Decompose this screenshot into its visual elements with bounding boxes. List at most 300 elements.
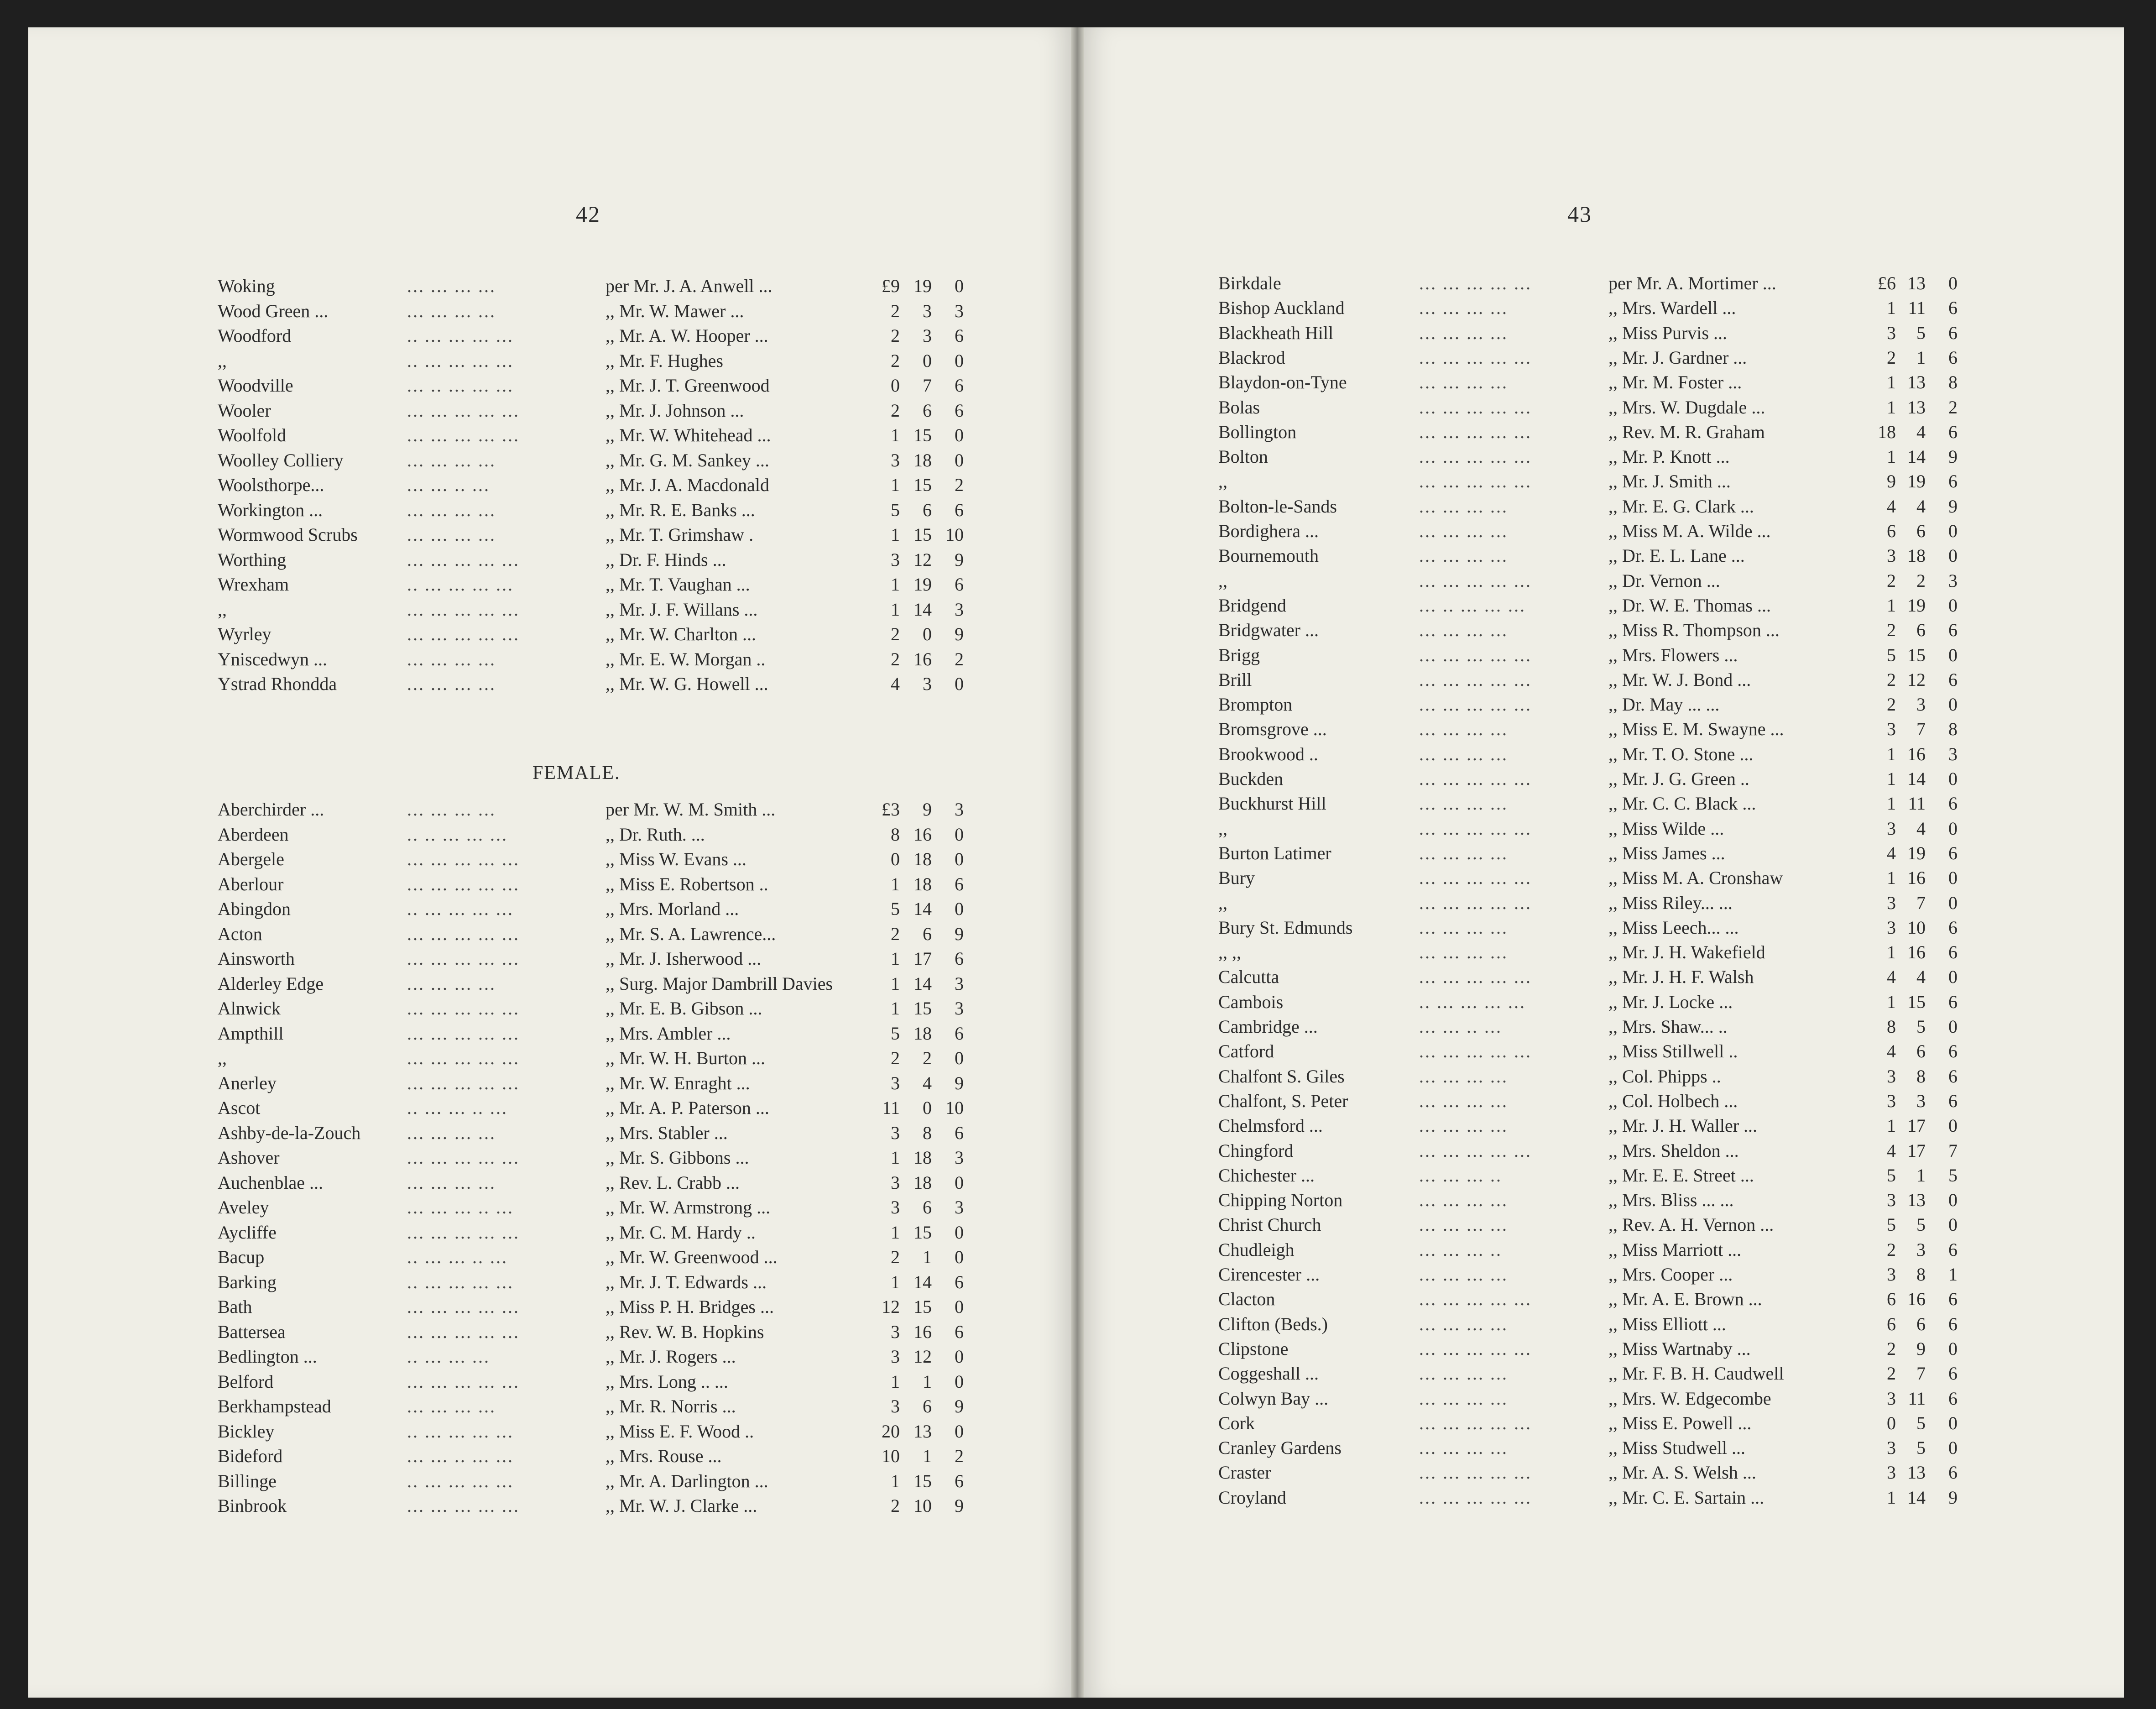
ledger-row [1084, 1089, 2124, 1113]
amount-shillings: 17 [914, 948, 932, 969]
amount-shillings: 9 [1916, 1338, 1926, 1359]
place-name: Brompton [1218, 694, 1293, 715]
amount-pence: 0 [1948, 1016, 1958, 1037]
amount-shillings: 11 [1908, 1388, 1926, 1409]
amount-shillings: 14 [1907, 446, 1926, 467]
place-name: ,, [218, 350, 227, 371]
leader-dots: .. ... ... ... ... [407, 325, 514, 346]
leader-dots: .. ... ... ... ... [407, 350, 514, 371]
amount-pounds: 2 [891, 350, 900, 371]
amount-pounds: 1 [1887, 298, 1896, 319]
leader-dots: ... ... ... ... ... [1419, 273, 1532, 293]
amount-pence: 0 [1948, 1115, 1958, 1136]
amount-pounds: 6 [1887, 521, 1896, 541]
place-name: Aycliffe [218, 1222, 277, 1243]
ledger-row [28, 847, 1071, 872]
amount-shillings: 15 [914, 475, 932, 495]
amount-pounds: 1 [891, 574, 900, 595]
amount-shillings: 16 [1907, 942, 1926, 963]
ledger-row [28, 324, 1071, 348]
amount-shillings: 19 [914, 276, 932, 296]
book-gutter [1071, 27, 1084, 1698]
ledger-row [1084, 816, 2124, 841]
collector-name: ,, Mr. W. H. Burton ... [606, 1048, 766, 1068]
collector-name: ,, Mrs. Wardell ... [1608, 298, 1736, 319]
collector-name: ,, Mrs. W. Dugdale ... [1608, 397, 1765, 418]
leader-dots: ... ... ... ... [1419, 1363, 1508, 1384]
leader-dots: ... ... ... ... [407, 300, 496, 321]
ledger-row [28, 1444, 1071, 1469]
amount-pence: 9 [1948, 446, 1958, 467]
collector-name: ,, Miss Wartnaby ... [1608, 1338, 1751, 1359]
ledger-row [1084, 321, 2124, 345]
amount-pounds: 3 [891, 1072, 900, 1093]
collector-name: ,, Mr. W. Charlton ... [606, 624, 757, 644]
leader-dots: .. ... ... ... ... [407, 899, 514, 919]
place-name: Workington ... [218, 499, 323, 520]
ledger-row [1084, 618, 2124, 643]
place-name: Bishop Auckland [1218, 298, 1345, 319]
amount-pence: 6 [1948, 1041, 1958, 1062]
collector-name: ,, Mr. A. W. Hooper ... [606, 325, 768, 346]
collector-name: ,, Mr. T. O. Stone ... [1608, 743, 1754, 764]
amount-pence: 3 [955, 799, 964, 820]
amount-pence: 8 [1948, 719, 1958, 740]
collector-name: ,, Mr. A. P. Paterson ... [606, 1098, 769, 1118]
ledger-row [28, 597, 1071, 622]
amount-shillings: 1 [1916, 1165, 1926, 1186]
amount-pence: 0 [955, 350, 964, 371]
place-name: Wrexham [218, 574, 289, 595]
amount-pence: 6 [1948, 347, 1958, 368]
place-name: Cranley Gardens [1218, 1437, 1342, 1458]
amount-pence: 3 [955, 1147, 964, 1168]
ledger-row [1084, 1163, 2124, 1188]
collector-name: ,, Mrs. Flowers ... [1608, 644, 1738, 665]
place-name: Christ Church [1218, 1214, 1321, 1235]
amount-pounds: 2 [1887, 347, 1896, 368]
place-name: Bury [1218, 868, 1255, 888]
ledger-row [28, 1220, 1071, 1245]
leader-dots: ... ... ... ... [1419, 1437, 1508, 1458]
leader-dots: ... ... ... ... ... [407, 425, 520, 445]
collector-name: ,, Dr. F. Hinds ... [606, 549, 726, 570]
ledger-row [1084, 519, 2124, 544]
leader-dots: ... ... ... ... [407, 674, 496, 694]
leader-dots: ... ... ... ... ... [407, 1296, 520, 1317]
amount-shillings: 11 [1908, 298, 1926, 319]
ledger-row [1084, 296, 2124, 320]
amount-shillings: 13 [914, 1421, 932, 1442]
amount-pence: 2 [955, 1446, 964, 1466]
place-name: Chelmsford ... [1218, 1115, 1323, 1136]
amount-pounds: 3 [1887, 1090, 1896, 1111]
amount-shillings: 3 [1916, 694, 1926, 715]
amount-pence: 6 [1948, 421, 1958, 442]
place-name: Wormwood Scrubs [218, 524, 358, 545]
amount-shillings: 3 [1916, 1090, 1926, 1111]
collector-name: ,, Surg. Major Dambrill Davies [606, 973, 833, 994]
place-name: Chingford [1218, 1140, 1294, 1161]
leader-dots: ... ... ... ... [1419, 1264, 1508, 1285]
amount-pounds: £9 [882, 276, 900, 296]
collector-name: ,, Mr. W. Greenwood ... [606, 1247, 778, 1267]
collector-name: ,, Mrs. Cooper ... [1608, 1264, 1733, 1285]
collector-name: ,, Mr. J. A. Macdonald [606, 475, 769, 495]
amount-shillings: 4 [1916, 818, 1926, 839]
amount-shillings: 18 [1907, 545, 1926, 566]
place-name: Aveley [218, 1197, 269, 1218]
amount-pounds: 3 [1887, 545, 1896, 566]
amount-pounds: 3 [1887, 322, 1896, 343]
place-name: Woolfold [218, 425, 287, 445]
amount-pence: 0 [1948, 892, 1958, 913]
amount-pence: 6 [955, 499, 964, 520]
place-name: ,, [1218, 892, 1227, 913]
collector-name: ,, Miss E. M. Swayne ... [1608, 719, 1784, 740]
amount-shillings: 11 [1908, 793, 1926, 814]
amount-pounds: 2 [891, 300, 900, 321]
place-name: Bath [218, 1296, 252, 1317]
amount-pounds: 2 [1887, 620, 1896, 641]
amount-pounds: 3 [1887, 818, 1896, 839]
leader-dots: ... ... ... ... [407, 1396, 496, 1416]
amount-pounds: 3 [891, 549, 900, 570]
place-name: Ystrad Rhondda [218, 674, 337, 694]
place-name: Anerley [218, 1072, 277, 1093]
ledger-row [28, 1494, 1071, 1518]
amount-shillings: 19 [1907, 842, 1926, 863]
amount-pence: 6 [1948, 1388, 1958, 1409]
ledger-row [28, 897, 1071, 921]
collector-name: ,, Rev. L. Crabb ... [606, 1172, 740, 1193]
ledger-row [1084, 1337, 2124, 1361]
amount-pence: 6 [955, 1023, 964, 1044]
place-name: Worthing [218, 549, 287, 570]
amount-pence: 0 [1948, 694, 1958, 715]
collector-name: ,, Dr. Vernon ... [1608, 570, 1720, 591]
amount-pounds: 1 [1887, 397, 1896, 418]
place-name: Binbrook [218, 1495, 287, 1516]
amount-pence: 2 [1948, 397, 1958, 418]
amount-pence: 6 [1948, 991, 1958, 1012]
amount-pence: 0 [955, 1371, 964, 1392]
ledger-row [1084, 990, 2124, 1014]
leader-dots: ... ... ... ... ... [407, 1072, 520, 1093]
place-name: Clacton [1218, 1289, 1275, 1310]
amount-pounds: 3 [891, 1197, 900, 1218]
amount-pence: 0 [1948, 1412, 1958, 1433]
amount-pounds: 20 [882, 1421, 900, 1442]
amount-pence: 2 [955, 648, 964, 669]
leader-dots: .. ... ... ... ... [407, 1421, 514, 1442]
place-name: Clifton (Beds.) [1218, 1313, 1328, 1334]
amount-shillings: 14 [1907, 768, 1926, 789]
leader-dots: ... ... ... ... [1419, 1388, 1508, 1409]
ledger-row [1084, 791, 2124, 816]
ledger-row [1084, 1287, 2124, 1312]
collector-name: per Mr. J. A. Anwell ... [606, 276, 773, 296]
place-name: Buckhurst Hill [1218, 793, 1326, 814]
leader-dots: ... ... ... ... [407, 1172, 496, 1193]
collector-name: ,, Mr. F. Hughes [606, 350, 723, 371]
amount-pence: 0 [955, 899, 964, 919]
ledger-row [28, 299, 1071, 324]
amount-pounds: 3 [1887, 1066, 1896, 1087]
amount-pence: 6 [1948, 917, 1958, 938]
ledger-row [1084, 940, 2124, 965]
place-name: Aberlour [218, 873, 284, 894]
leader-dots: ... ... .. ... [407, 475, 490, 495]
ledger-row [28, 647, 1071, 672]
ledger-row [1084, 1485, 2124, 1510]
collector-name: ,, Mr. J. Gardner ... [1608, 347, 1747, 368]
amount-shillings: 5 [1916, 1412, 1926, 1433]
amount-shillings: 13 [1907, 1190, 1926, 1211]
ledger-row [1084, 1262, 2124, 1287]
amount-pounds: 5 [891, 499, 900, 520]
amount-pounds: 10 [882, 1446, 900, 1466]
amount-shillings: 14 [914, 1271, 932, 1292]
leader-dots: ... ... ... .. [1419, 1165, 1502, 1186]
leader-dots: ... ... ... ... [407, 276, 496, 296]
amount-pence: 1 [1948, 1264, 1958, 1285]
amount-pounds: 2 [1887, 570, 1896, 591]
amount-shillings: 15 [914, 998, 932, 1019]
amount-shillings: 6 [923, 499, 932, 520]
amount-pounds: 1 [891, 599, 900, 620]
leader-dots: ... ... ... ... ... [407, 923, 520, 944]
leader-dots: ... ... ... ... [1419, 1190, 1508, 1211]
leader-dots: ... ... ... ... ... [407, 1321, 520, 1342]
collector-name: ,, Mr. E. G. Clark ... [1608, 496, 1754, 517]
collector-name: ,, Rev. A. H. Vernon ... [1608, 1214, 1774, 1235]
leader-dots: ... ... ... ... [1419, 1090, 1508, 1111]
place-name: Blaydon-on-Tyne [1218, 372, 1347, 393]
ledger-row [1084, 1188, 2124, 1213]
ledger-row [1084, 915, 2124, 940]
place-name: Ashover [218, 1147, 280, 1168]
collector-name: ,, Mrs. Rouse ... [606, 1446, 722, 1466]
collector-name: ,, Mr. W. Enraght ... [606, 1072, 750, 1093]
collector-name: ,, Miss E. Powell ... [1608, 1412, 1752, 1433]
place-name: Bickley [218, 1421, 275, 1442]
place-name: Bournemouth [1218, 545, 1319, 566]
collector-name: ,, Miss Wilde ... [1608, 818, 1724, 839]
amount-shillings: 3 [923, 674, 932, 694]
ledger-row [1084, 742, 2124, 767]
collector-name: ,, Miss Studwell ... [1608, 1437, 1746, 1458]
collector-name: ,, Col. Phipps .. [1608, 1066, 1721, 1087]
amount-pence: 0 [955, 1421, 964, 1442]
amount-shillings: 5 [1916, 1214, 1926, 1235]
place-name: Chipping Norton [1218, 1190, 1343, 1211]
leader-dots: ... ... ... ... ... [1419, 446, 1532, 467]
ledger-row [28, 1245, 1071, 1270]
amount-pounds: 1 [1887, 743, 1896, 764]
place-name: Brigg [1218, 644, 1260, 665]
place-name: Brill [1218, 669, 1252, 690]
place-name: Colwyn Bay ... [1218, 1388, 1329, 1409]
leader-dots: .. ... ... ... ... [1419, 991, 1526, 1012]
ledger-row [28, 872, 1071, 897]
leader-dots: ... ... ... ... ... [1419, 347, 1532, 368]
amount-pence: 9 [955, 549, 964, 570]
amount-shillings: 6 [1916, 1041, 1926, 1062]
amount-shillings: 18 [914, 1172, 932, 1193]
ledger-row [28, 1344, 1071, 1369]
amount-pounds: 4 [891, 674, 900, 694]
amount-pence: 0 [955, 449, 964, 470]
amount-pounds: 2 [1887, 669, 1896, 690]
amount-shillings: 2 [1916, 570, 1926, 591]
amount-pence: 6 [955, 574, 964, 595]
ledger-row [1084, 717, 2124, 742]
amount-shillings: 8 [1916, 1264, 1926, 1285]
collector-name: ,, Mrs. Stabler ... [606, 1122, 728, 1143]
amount-pence: 9 [1948, 1487, 1958, 1508]
amount-pence: 2 [955, 475, 964, 495]
place-name: Ashby-de-la-Zouch [218, 1122, 361, 1143]
leader-dots: ... ... ... ... ... [407, 1048, 520, 1068]
amount-shillings: 5 [1916, 1437, 1926, 1458]
collector-name: ,, Mr. J. G. Green .. [1608, 768, 1749, 789]
ledger-row [28, 996, 1071, 1021]
amount-shillings: 3 [923, 300, 932, 321]
leader-dots: ... ... ... ... [1419, 1066, 1508, 1087]
amount-pounds: 1 [891, 1271, 900, 1292]
ledger-row [1084, 1460, 2124, 1485]
leader-dots: ... ... ... ... ... [1419, 421, 1532, 442]
leader-dots: ... ... ... ... ... [407, 624, 520, 644]
amount-pounds: 1 [891, 998, 900, 1019]
leader-dots: ... ... ... ... [1419, 322, 1508, 343]
leader-dots: ... ... ... ... [1419, 1115, 1508, 1136]
place-name: Yniscedwyn ... [218, 648, 327, 669]
collector-name: ,, Mr. W. Whitehead ... [606, 425, 771, 445]
right-page [1084, 27, 2124, 1698]
amount-pence: 6 [955, 375, 964, 396]
collector-name: ,, Mrs. W. Edgecombe [1608, 1388, 1771, 1409]
amount-pounds: 4 [1887, 496, 1896, 517]
collector-name: per Mr. W. M. Smith ... [606, 799, 776, 820]
ledger-row [28, 1270, 1071, 1295]
amount-shillings: 6 [1916, 521, 1926, 541]
leader-dots: ... ... ... ... ... [407, 849, 520, 869]
leader-dots: ... ... ... ... [1419, 298, 1508, 319]
amount-pounds: 4 [1887, 1041, 1896, 1062]
leader-dots: ... ... ... ... ... [1419, 1289, 1532, 1310]
collector-name: ,, Miss Elliott ... [1608, 1313, 1726, 1334]
amount-shillings: 7 [1916, 719, 1926, 740]
collector-name: ,, Mr. C. C. Black ... [1608, 793, 1756, 814]
place-name: Bordighera ... [1218, 521, 1319, 541]
amount-pence: 8 [1948, 372, 1958, 393]
place-name: Bridgend [1218, 595, 1286, 616]
amount-shillings: 12 [1907, 669, 1926, 690]
leader-dots: ... ... ... ... ... [1419, 669, 1532, 690]
amount-pounds: 11 [882, 1098, 900, 1118]
leader-dots: ... ... ... ... ... [1419, 471, 1532, 492]
leader-dots: .. ... ... ... [407, 1346, 490, 1367]
amount-pence: 9 [955, 1396, 964, 1416]
ledger-row [28, 1295, 1071, 1319]
leader-dots: ... ... ... ... [1419, 496, 1508, 517]
amount-pounds: £3 [882, 799, 900, 820]
leader-dots: ... ... ... ... ... [407, 1023, 520, 1044]
amount-pounds: 8 [891, 824, 900, 845]
leader-dots: ... .. ... ... ... [1419, 595, 1526, 616]
ledger-row [1084, 569, 2124, 593]
leader-dots: ... ... ... ... ... [407, 599, 520, 620]
leader-dots: ... ... ... ... ... [1419, 1140, 1532, 1161]
amount-shillings: 18 [914, 1147, 932, 1168]
amount-shillings: 14 [914, 973, 932, 994]
collector-name: ,, Col. Holbech ... [1608, 1090, 1738, 1111]
ledger-row [1084, 469, 2124, 494]
amount-pence: 0 [955, 1048, 964, 1068]
section-heading-female: FEMALE. [532, 763, 621, 784]
amount-pounds: 3 [891, 1346, 900, 1367]
amount-pence: 6 [1948, 1090, 1958, 1111]
ledger-row [1084, 692, 2124, 717]
collector-name: ,, Mr. S. Gibbons ... [606, 1147, 749, 1168]
amount-pounds: 2 [891, 923, 900, 944]
amount-shillings: 14 [914, 899, 932, 919]
ledger-row [1084, 767, 2124, 791]
amount-shillings: 16 [1907, 1289, 1926, 1310]
amount-pounds: 3 [891, 449, 900, 470]
leader-dots: ... ... ... ... ... [1419, 570, 1532, 591]
collector-name: ,, Mr. C. E. Sartain ... [1608, 1487, 1764, 1508]
collector-name: ,, Mrs. Morland ... [606, 899, 739, 919]
leader-dots: ... ... ... ... ... [1419, 644, 1532, 665]
amount-pounds: 1 [891, 873, 900, 894]
leader-dots: .. .. ... ... ... [407, 824, 508, 845]
place-name: Berkhampstead [218, 1396, 331, 1416]
amount-pounds: 1 [891, 475, 900, 495]
amount-pence: 6 [955, 873, 964, 894]
place-name: Craster [1218, 1462, 1271, 1483]
ledger-row [1084, 1014, 2124, 1039]
amount-pence: 0 [1948, 1338, 1958, 1359]
amount-pounds: 2 [891, 325, 900, 346]
amount-shillings: 16 [914, 824, 932, 845]
amount-pence: 0 [1948, 545, 1958, 566]
amount-pounds: 2 [891, 648, 900, 669]
amount-shillings: 7 [923, 375, 932, 396]
place-name: Alnwick [218, 998, 281, 1019]
ledger-row [1084, 593, 2124, 618]
place-name: Chichester ... [1218, 1165, 1315, 1186]
collector-name: ,, Mr. W. J. Clarke ... [606, 1495, 757, 1516]
collector-name: ,, Dr. E. L. Lane ... [1608, 545, 1745, 566]
amount-pence: 0 [955, 849, 964, 869]
amount-shillings: 3 [923, 325, 932, 346]
amount-pounds: 2 [891, 1048, 900, 1068]
amount-pence: 9 [1948, 496, 1958, 517]
leader-dots: ... ... ... ... ... [407, 1495, 520, 1516]
amount-shillings: 15 [1907, 644, 1926, 665]
place-name: Blackheath Hill [1218, 322, 1334, 343]
leader-dots: ... ... ... ... ... [1419, 967, 1532, 988]
leader-dots: ... ... ... ... [407, 648, 496, 669]
amount-shillings: 10 [914, 1495, 932, 1516]
amount-shillings: 9 [923, 799, 932, 820]
ledger-row [28, 274, 1071, 298]
amount-shillings: 6 [1916, 1313, 1926, 1334]
amount-pounds: 6 [1887, 1313, 1896, 1334]
